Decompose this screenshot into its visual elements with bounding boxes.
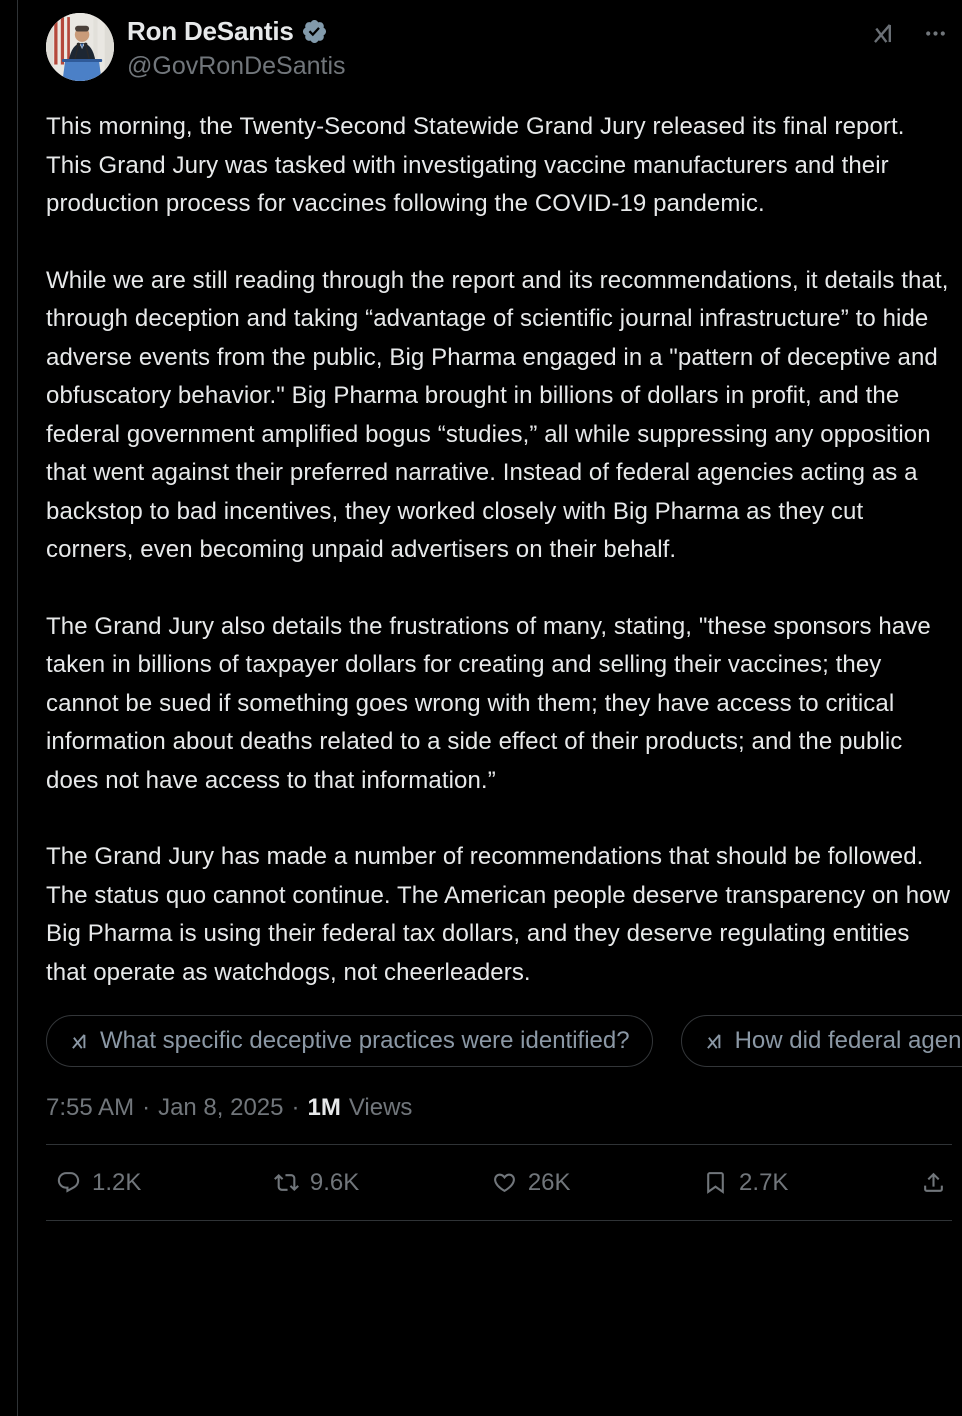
grok-suggestion-pill-1[interactable] [46, 1015, 653, 1067]
grok-suggestion-label: What specific deceptive practices were identified? [100, 1027, 630, 1054]
avatar-photo-desantis-podium [46, 13, 114, 81]
reply-button[interactable] [56, 1169, 141, 1197]
bookmark-icon [703, 1170, 728, 1195]
like-button[interactable] [492, 1169, 571, 1197]
tweet-body-text [46, 108, 952, 992]
grok-suggestions-row [46, 1015, 962, 1067]
bookmark-count: 2.7K [739, 1168, 789, 1196]
repost-button[interactable] [274, 1169, 359, 1197]
like-count: 26K [527, 1168, 571, 1196]
bookmark-button[interactable] [703, 1169, 788, 1197]
grok-icon [704, 1031, 725, 1052]
ellipsis-icon [923, 21, 948, 46]
grok-icon [69, 1031, 90, 1052]
tweet-header [46, 13, 962, 81]
verified-badge-icon [301, 18, 328, 45]
views-label[interactable]: Views [348, 1094, 413, 1121]
grok-suggestion-pill-2[interactable] [681, 1015, 962, 1067]
views-count: 1M [307, 1094, 341, 1121]
timestamp-date: Jan 8, 2025 [158, 1094, 284, 1121]
share-icon [921, 1170, 946, 1195]
grok-button[interactable] [870, 20, 897, 47]
repost-icon [274, 1170, 299, 1195]
meta-separator: · [142, 1094, 151, 1121]
more-options-button[interactable] [923, 21, 948, 46]
grok-icon [870, 20, 897, 47]
share-button[interactable] [921, 1170, 946, 1195]
like-icon [492, 1170, 517, 1195]
tweet-paragraph: While we are still reading through the report and its recommendations, it details that, through deception and taking “advantage of scientific journal infrastructure” to hide adverse events from the public, Big Pharma engaged in a "pattern of deceptive and obfuscatory behavior." Big Pharma brought in billions of dollars in profit, and the federal government amplified bogus “studies,” all while suppressing any opposition that went against their preferred narrative. Instead of federal agencies acting as a backstop to bad incentives, they worked closely with Big Pharma as they cut corners, even becoming unpaid advertisers on their behalf. [46, 266, 949, 563]
author-block [127, 13, 346, 81]
tweet-meta-row [46, 1094, 962, 1122]
avatar[interactable] [46, 13, 114, 81]
engagement-bar [46, 1145, 952, 1220]
author-handle[interactable]: @GovRonDeSantis [127, 52, 346, 80]
meta-separator: · [291, 1094, 300, 1121]
tweet-paragraph: The Grand Jury has made a number of recommendations that should be followed. The status quo cannot continue. The American people deserve transparency on how Big Pharma is using their federal tax dollars, and they deserve regulating entities that operate as watchdogs, not cheerleaders. [46, 843, 951, 986]
header-actions [870, 20, 948, 47]
reply-icon [56, 1170, 81, 1195]
author-display-name[interactable]: Ron DeSantis [127, 16, 294, 46]
timestamp-time: 7:55 AM [46, 1094, 135, 1121]
repost-count: 9.6K [309, 1168, 360, 1196]
grok-suggestion-label: How did federal agen [734, 1027, 962, 1054]
tweet-paragraph: This morning, the Twenty-Second Statewide Grand Jury released its final report. This Grand Jury was tasked with investigating vaccine manufacturers and their production process for vaccines following the COVID-19 pandemic. [46, 113, 905, 217]
tweet-card [18, 0, 962, 1416]
divider-bottom [46, 1220, 952, 1221]
tweet-paragraph: The Grand Jury also details the frustrations of many, stating, "these sponsors have taken in billions of taxpayer dollars for creating and selling their vaccines; they cannot be sued if something goes wrong with them; they have access to critical information about deaths related to a side effect of their products; and the public does not have access to that information.” [46, 612, 931, 794]
reply-count: 1.2K [92, 1168, 142, 1196]
